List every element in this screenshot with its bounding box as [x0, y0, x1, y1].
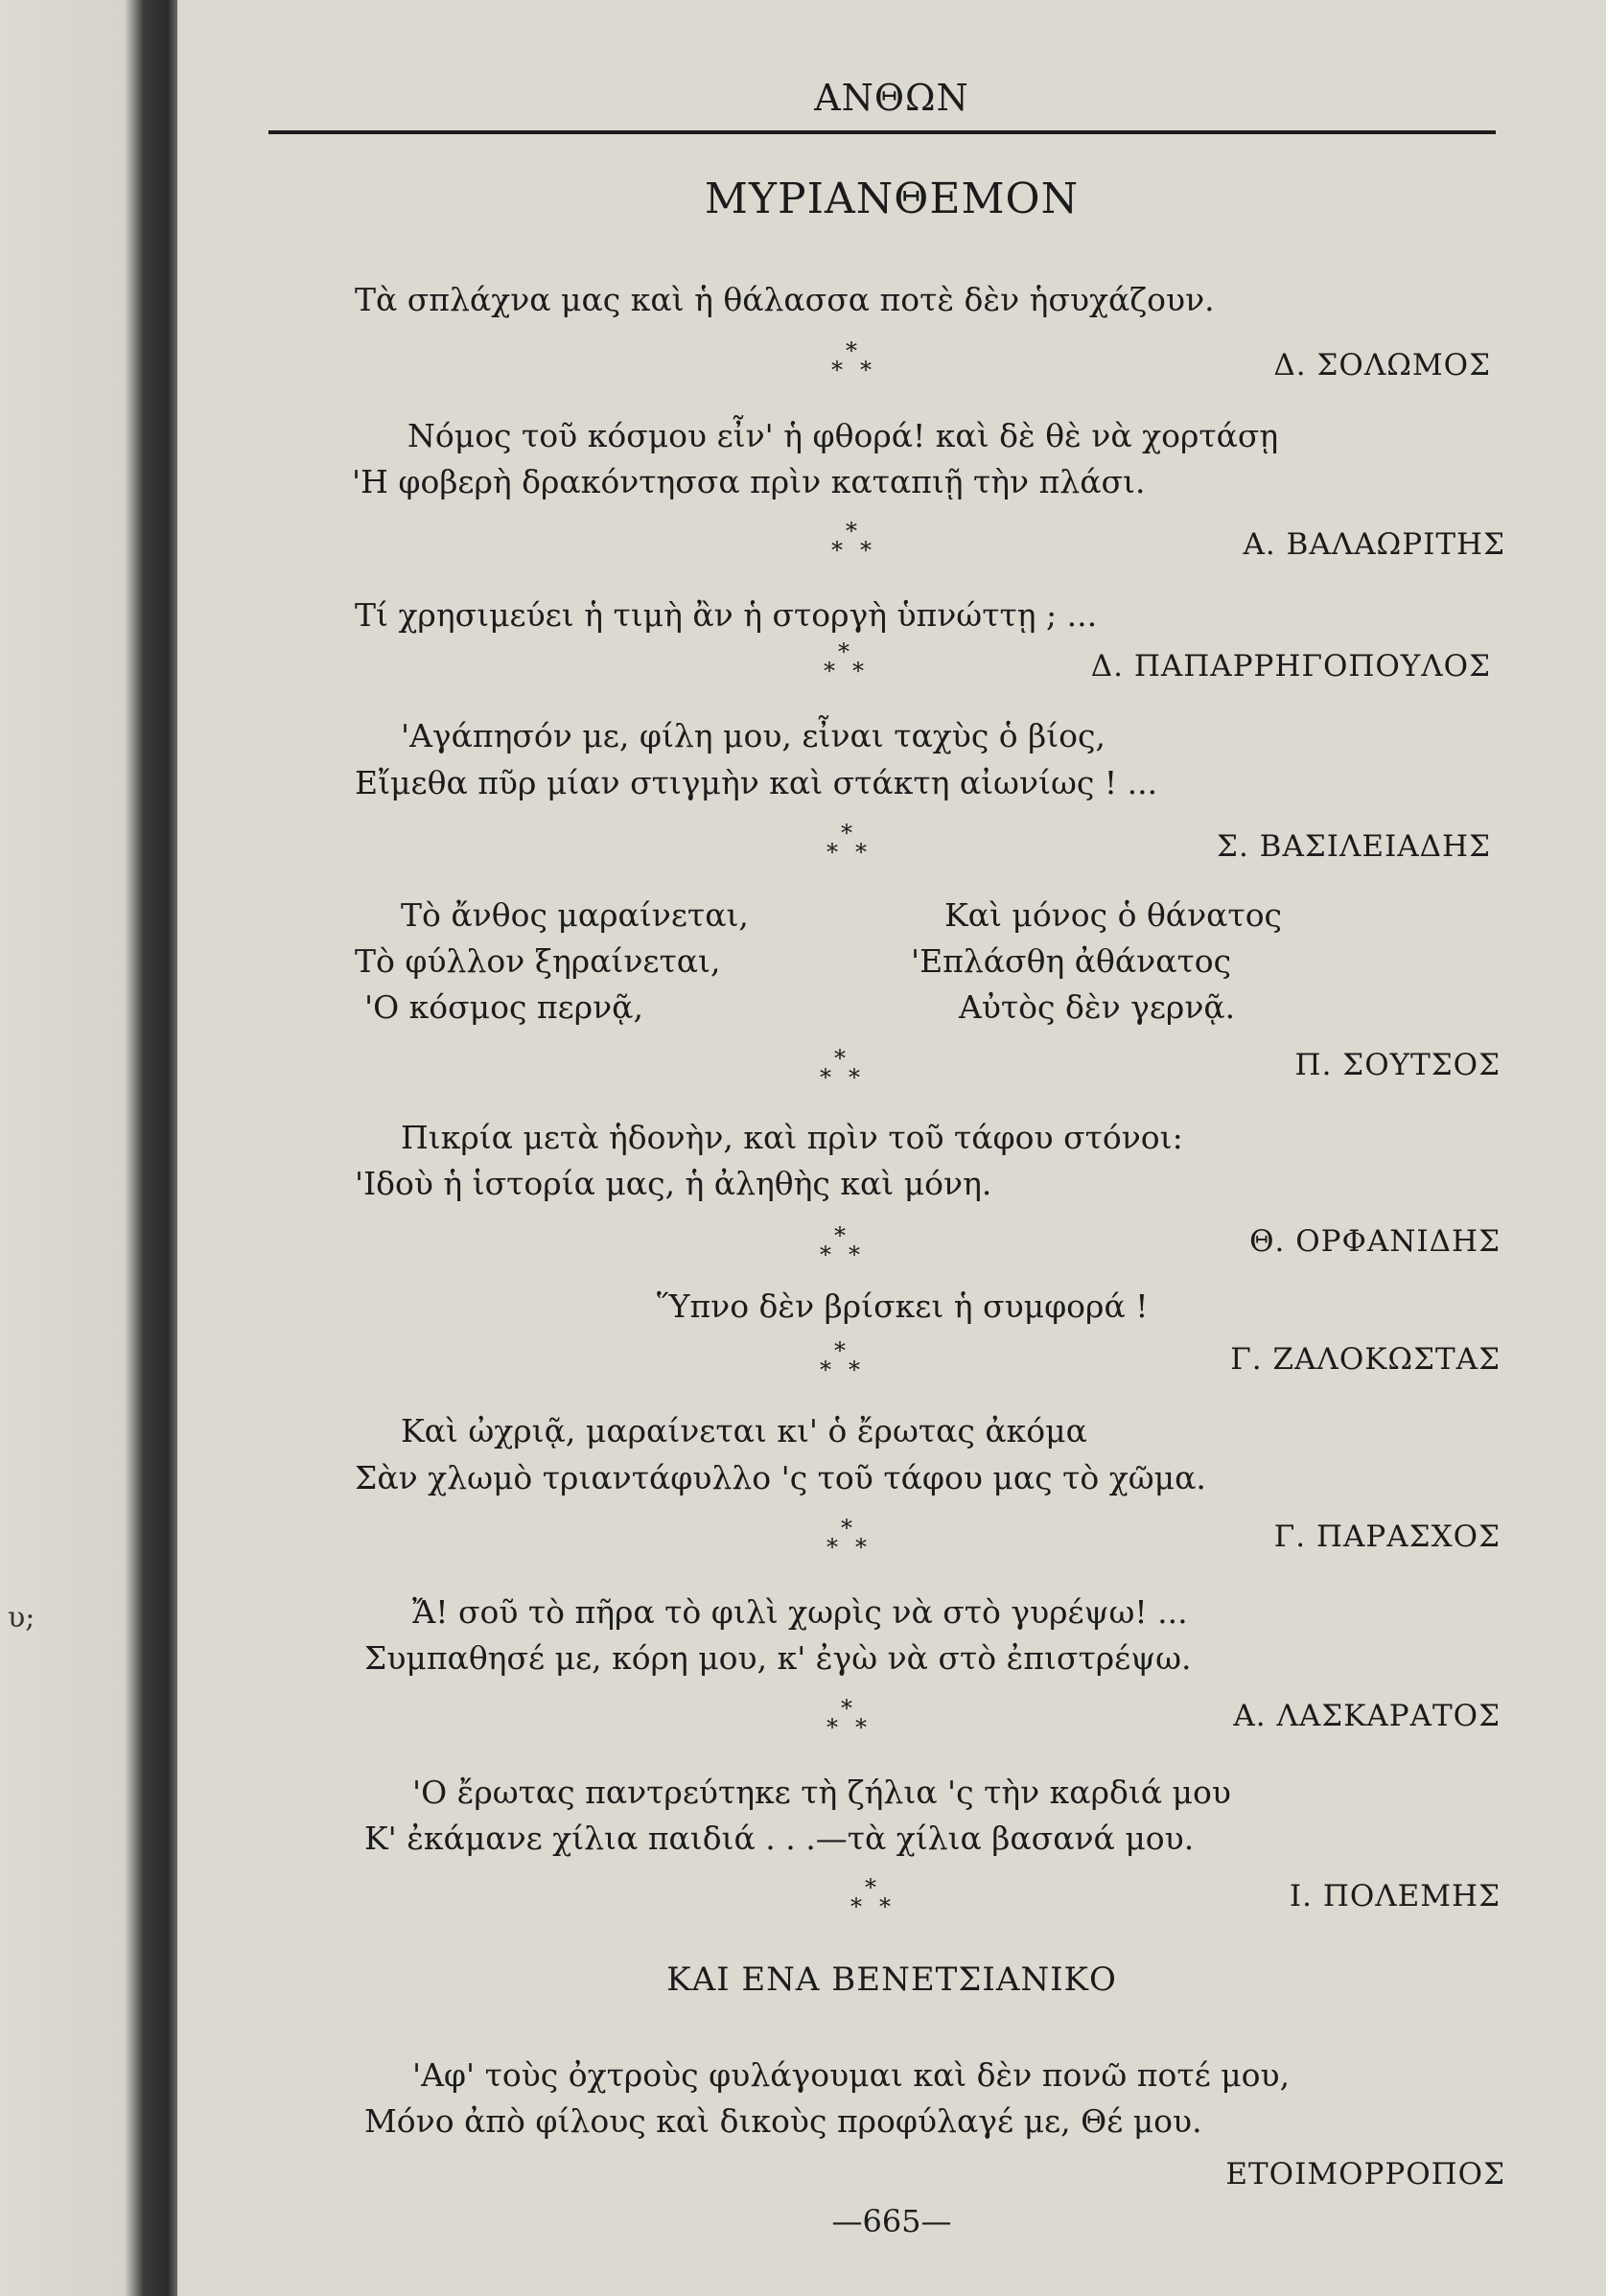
asterism-separator: * * *	[826, 820, 867, 866]
verse-line: Μόνο ἀπὸ φίλους καὶ δικοὺς προφύλαγέ με, Θέ μου.	[364, 2102, 1202, 2140]
verse-line: Καὶ ὠχριᾷ, μαραίνεται κι' ὁ ἔρωτας ἀκόμα	[401, 1412, 1087, 1449]
author-name: Γ. ΠΑΡΑΣΧΟΣ	[1273, 1519, 1501, 1554]
book-page	[177, 0, 1606, 2296]
verse-line-right: Αὐτὸς δὲν γερνᾷ.	[959, 988, 1236, 1026]
asterism-separator: * * *	[820, 1337, 860, 1383]
verse-line: Τί χρησιμεύει ἡ τιμὴ ἂν ἡ στοργὴ ὑπνώττῃ ; ...	[355, 596, 1098, 634]
author-name: ΕΤΟΙΜΟΡΡΟΠΟΣ	[1225, 2157, 1505, 2192]
author-name: Ι. ΠΟΛΕΜΗΣ	[1289, 1879, 1501, 1913]
verse-line: Νόμος τοῦ κόσμου εἶν' ἡ φθορά! καὶ δὲ θὲ νὰ χορτάσῃ	[407, 417, 1279, 454]
asterism-separator: * * *	[824, 638, 864, 684]
verse-line: Ἄ! σοῦ τὸ πῆρα τὸ φιλὶ χωρὶς νὰ στὸ γυρέψω! ...	[412, 1593, 1188, 1631]
asterism-separator: * * *	[831, 518, 872, 564]
author-name: Α. ΛΑΣΚΑΡΑΤΟΣ	[1233, 1699, 1501, 1733]
asterism-separator: * * *	[826, 1695, 867, 1741]
header-rule	[268, 130, 1496, 134]
author-name: Α. ΒΑΛΑΩΡΙΤΗΣ	[1243, 527, 1505, 562]
verse-line: 'Η φοβερὴ δρακόντησσα πρὶν καταπιῇ τὴν πλάσι.	[352, 463, 1146, 500]
verse-line: 'Ιδοὺ ἡ ἱστορία μας, ἡ ἀληθὴς καὶ μόνη.	[355, 1165, 992, 1202]
page-title: ΜΥΡΙΑΝΘΕΜΟΝ	[704, 174, 1080, 223]
author-name: Θ. ΟΡΦΑΝΙΔΗΣ	[1249, 1224, 1501, 1259]
facing-page-fragment: υ;	[8, 1601, 35, 1635]
verse-line-left: Τὸ ἄνθος μαραίνεται,	[401, 896, 749, 934]
author-name: Π. ΣΟΥΤΣΟΣ	[1294, 1048, 1501, 1082]
verse-line: 'Ο ἔρωτας παντρεύτηκε τὴ ζήλια 'ς τὴν καρδιά μου	[412, 1774, 1231, 1811]
author-name: Γ. ΖΑΛΟΚΩΣΤΑΣ	[1230, 1342, 1501, 1377]
running-head: ΑΝΘΩΝ	[814, 77, 969, 119]
author-name: Σ. ΒΑΣΙΛΕΙΑΔΗΣ	[1217, 829, 1491, 864]
verse-line: 'Αγάπησόν με, φίλη μου, εἶναι ταχὺς ὁ βίος,	[401, 717, 1106, 754]
asterism-separator: * * *	[820, 1045, 860, 1091]
section-heading: ΚΑΙ ΕΝΑ ΒΕΝΕΤΣΙΑΝΙΚΟ	[666, 1960, 1117, 1999]
facing-page-edge	[0, 0, 177, 2296]
asterism-separator: * * *	[831, 337, 872, 383]
verse-line: Ὕπνο δὲν βρίσκει ἡ συμφορά !	[657, 1287, 1149, 1325]
verse-line-right: Καὶ μόνος ὁ θάνατος	[944, 896, 1283, 934]
verse-line: Τὰ σπλάχνα μας καὶ ἡ θάλασσα ποτὲ δὲν ἡσυχάζουν.	[355, 281, 1215, 318]
verse-line-left: Τὸ φύλλον ξηραίνεται,	[355, 942, 721, 980]
verse-line: Κ' ἐκάμανε χίλια παιδιά . . .—τὰ χίλια βασανά μου.	[364, 1820, 1195, 1857]
page-number: —665—	[831, 2203, 952, 2239]
verse-line: Συμπαθησέ με, κόρη μου, κ' ἐγὼ νὰ στὸ ἐπιστρέψω.	[364, 1639, 1192, 1677]
verse-line: Σὰν χλωμὸ τριαντάφυλλο 'ς τοῦ τάφου μας τὸ χῶμα.	[355, 1459, 1206, 1496]
verse-line: Εἴμεθα πῦρ μίαν στιγμὴν καὶ στάκτη αἰωνίως ! ...	[355, 764, 1158, 801]
verse-line: Πικρία μετὰ ἡδονὴν, καὶ πρὶν τοῦ τάφου στόνοι:	[401, 1119, 1183, 1156]
asterism-separator: * * *	[820, 1222, 860, 1268]
verse-line: 'Αφ' τοὺς ὀχτροὺς φυλάγουμαι καὶ δὲν πονῶ ποτέ μου,	[412, 2056, 1291, 2094]
verse-line-left: 'Ο κόσμος περνᾷ,	[364, 988, 643, 1026]
author-name: Δ. ΣΟΛΩΜΟΣ	[1273, 348, 1491, 383]
author-name: Δ. ΠΑΠΑΡΡΗΓΟΠΟΥΛΟΣ	[1090, 649, 1491, 684]
asterism-separator: * * *	[826, 1515, 867, 1561]
asterism-separator: * * *	[850, 1874, 891, 1920]
verse-line-right: 'Επλάσθη ἀθάνατος	[911, 942, 1232, 980]
